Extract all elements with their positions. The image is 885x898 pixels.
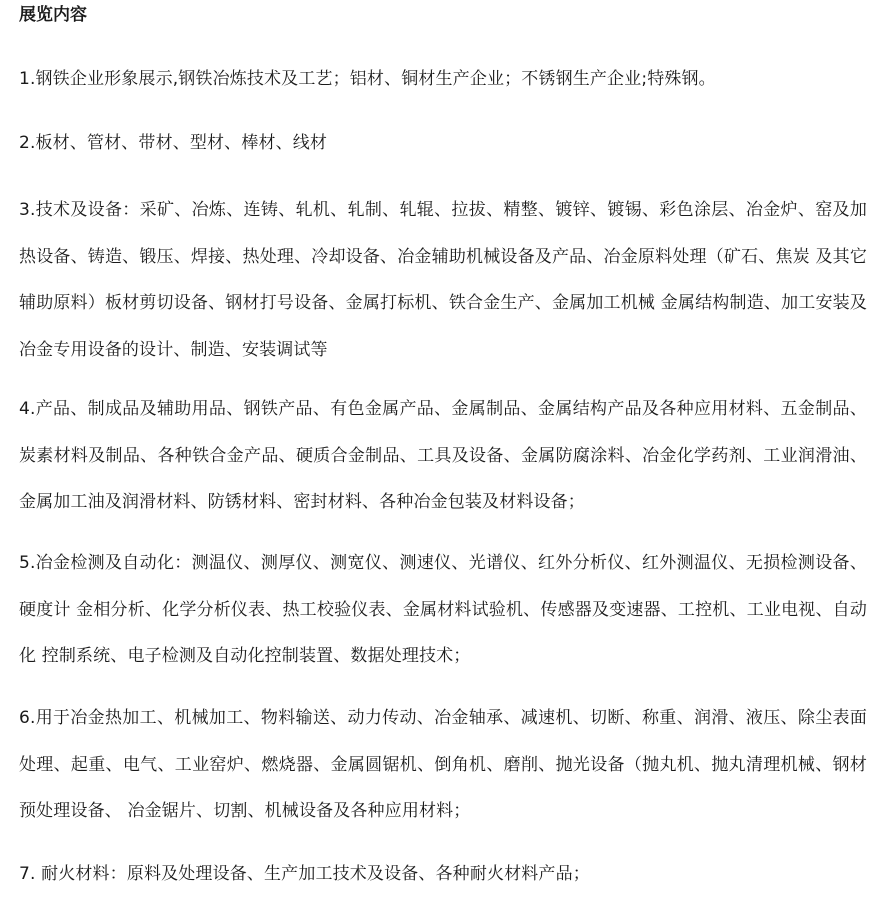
- paragraph-refractory-materials: 7. 耐火材料：原料及处理设备、生产加工技术及设备、各种耐火材料产品；: [19, 864, 590, 884]
- paragraph-materials: 2.板材、管材、带材、型材、棒材、线材: [19, 133, 328, 153]
- paragraph-processing-equipment: 6.用于冶金热加工、机械加工、物料输送、动力传动、冶金轴承、减速机、切断、称重、润滑、液压、除尘表面处理、起重、电气、工业窑炉、燃烧器、金属圆锯机、倒角机、磨削、抛光设备（抛丸机、抛丸清理机械、钢材预处理设备、 冶金锯片、切割、机械设备及各种应用材料；: [19, 708, 867, 821]
- paragraph-products: 4.产品、制成品及辅助用品、钢铁产品、有色金属产品、金属制品、金属结构产品及各种应用材料、五金制品、 炭素材料及制品、各种铁合金产品、硬质合金制品、工具及设备、金属防腐涂料、冶金化学药剂、工业润滑油、金属加工油及润滑材料、防锈材料、密封材料、各种冶金包装及材料设备；: [19, 399, 867, 512]
- paragraph-technology-equipment: 3.技术及设备：采矿、冶炼、连铸、轧机、轧制、轧辊、拉拔、精整、镀锌、镀锡、彩色涂层、冶金炉、窑及加热设备、铸造、锻压、焊接、热处理、冷却设备、冶金辅助机械设备及产品、冶金原料处理（矿石、焦炭 及其它辅助原料）板材剪切设备、钢材打号设备、金属打标机、铁合金生产、金属加工机械 金属结构制造、加工安装及冶金专用设备的设计、制造、安装调试等: [19, 200, 867, 360]
- paragraph-steel-enterprises: 1.钢铁企业形象展示,钢铁冶炼技术及工艺；铝材、铜材生产企业；不锈钢生产企业;特殊钢。: [19, 69, 716, 89]
- page-title: 展览内容: [19, 5, 87, 25]
- paragraph-detection-automation: 5.冶金检测及自动化：测温仪、测厚仪、测宽仪、测速仪、光谱仪、红外分析仪、红外测温仪、无损检测设备、硬度计 金相分析、化学分析仪表、热工校验仪表、金属材料试验机、传感器及变速器、工控机、工业电视、自动化 控制系统、电子检测及自动化控制装置、数据处理技术；: [19, 553, 867, 666]
- document-body: [19, 0, 867, 884]
